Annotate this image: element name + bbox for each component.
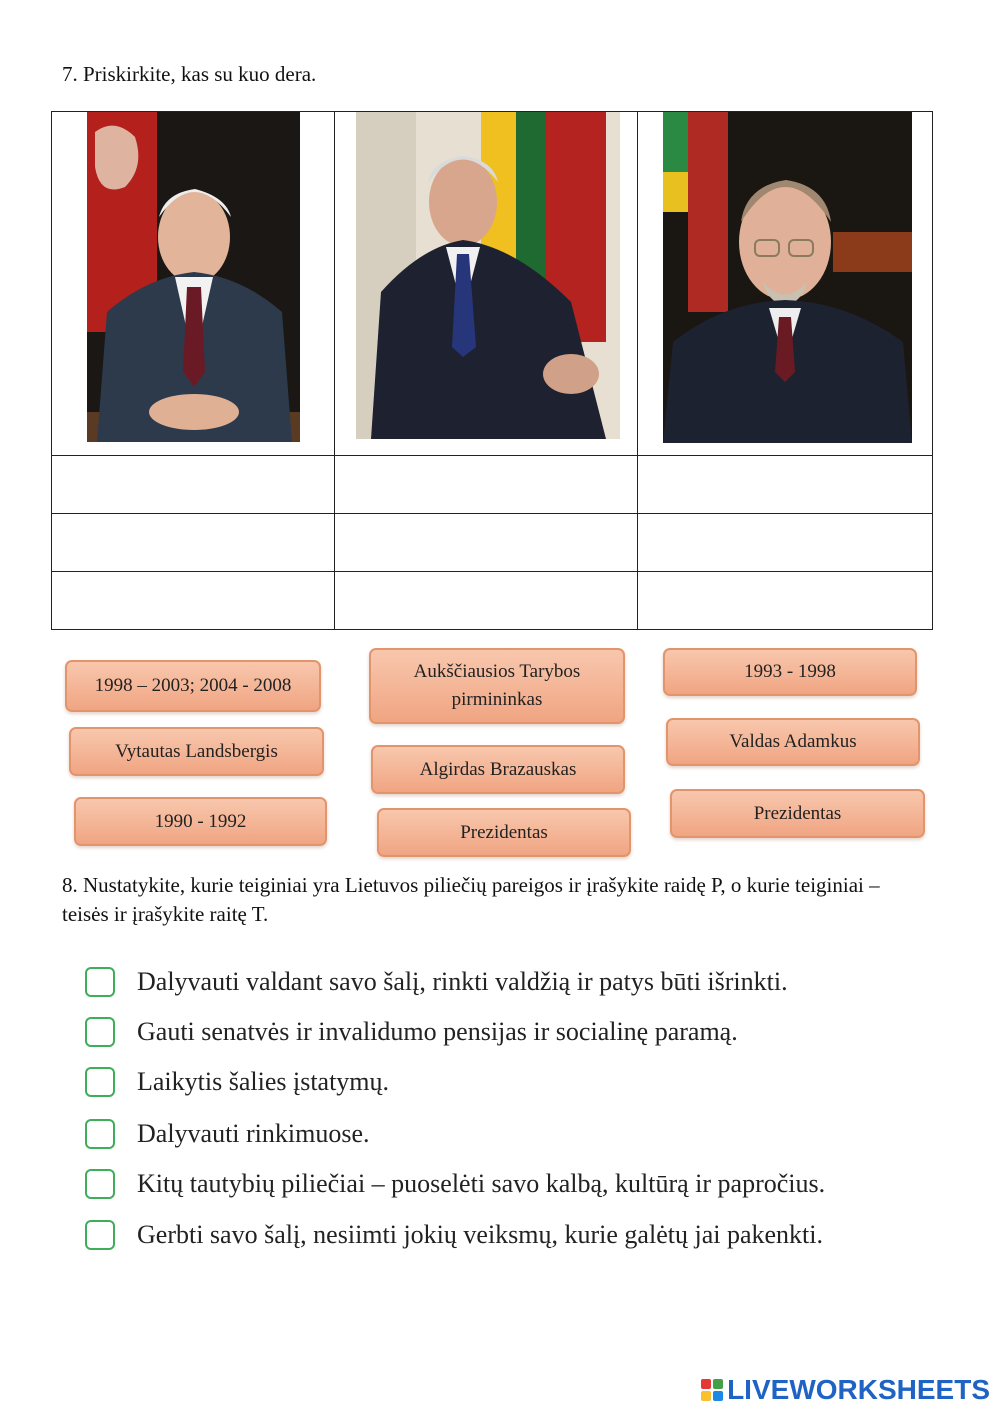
drag-tile[interactable]: Prezidentas bbox=[670, 789, 925, 838]
statement-row bbox=[85, 1117, 370, 1151]
portrait-photo-middle bbox=[356, 112, 620, 439]
statement-row bbox=[85, 1015, 738, 1049]
photo-cell-2 bbox=[335, 112, 638, 456]
drag-tile[interactable]: 1990 - 1992 bbox=[74, 797, 327, 846]
statement-text: Gerbti savo šalį, nesiimti jokių veiksmų, kurie galėtų jai pakenkti. bbox=[137, 1220, 823, 1249]
answer-checkbox[interactable] bbox=[85, 1169, 115, 1199]
photo-cell-3 bbox=[638, 112, 933, 456]
answer-slot[interactable] bbox=[52, 514, 335, 572]
drag-tile[interactable]: 1998 – 2003; 2004 - 2008 bbox=[65, 660, 321, 712]
logo-text: LIVEWORKSHEETS bbox=[727, 1374, 990, 1405]
logo-squares-icon bbox=[700, 1378, 724, 1402]
drag-tile[interactable]: 1993 - 1998 bbox=[663, 648, 917, 696]
statement-text: Dalyvauti rinkimuose. bbox=[137, 1119, 370, 1148]
statement-row bbox=[85, 1167, 825, 1201]
answer-slot[interactable] bbox=[52, 572, 335, 630]
drag-tile[interactable]: Vytautas Landsbergis bbox=[69, 727, 324, 776]
answer-checkbox[interactable] bbox=[85, 967, 115, 997]
statement-row bbox=[85, 965, 788, 999]
answer-checkbox[interactable] bbox=[85, 1017, 115, 1047]
answer-slot[interactable] bbox=[335, 572, 638, 630]
question-8-title: 8. Nustatykite, kurie teiginiai yra Lietuvos piliečių pareigos ir įrašykite raidę P, o kurie teiginiai – teisės ir įrašykite raitę T. bbox=[62, 873, 880, 926]
answer-slot[interactable] bbox=[335, 514, 638, 572]
answer-checkbox[interactable] bbox=[85, 1119, 115, 1149]
matching-table bbox=[51, 111, 933, 630]
statement-row bbox=[85, 1218, 823, 1252]
answer-slot[interactable] bbox=[335, 456, 638, 514]
answer-slot[interactable] bbox=[52, 456, 335, 514]
drag-tile[interactable]: Aukščiausios Tarybos pirmininkas bbox=[369, 648, 625, 724]
statement-text: Laikytis šalies įstatymų. bbox=[137, 1067, 390, 1096]
answer-slot[interactable] bbox=[638, 456, 933, 514]
drag-tile[interactable]: Prezidentas bbox=[377, 808, 631, 857]
answer-slot[interactable] bbox=[638, 572, 933, 630]
photo-cell-1 bbox=[52, 112, 335, 456]
answer-checkbox[interactable] bbox=[85, 1220, 115, 1250]
statement-row bbox=[85, 1065, 389, 1099]
portrait-photo-right bbox=[663, 112, 912, 443]
statement-text: Dalyvauti valdant savo šalį, rinkti valdžią ir patys būti išrinkti. bbox=[137, 967, 788, 996]
statement-text: Gauti senatvės ir invalidumo pensijas ir socialinę paramą. bbox=[137, 1017, 738, 1046]
statement-text: Kitų tautybių piliečiai – puoselėti savo kalbą, kultūrą ir papročius. bbox=[137, 1169, 826, 1198]
answer-slot[interactable] bbox=[638, 514, 933, 572]
drag-tile[interactable]: Valdas Adamkus bbox=[666, 718, 920, 766]
question-7-title: 7. Priskirkite, kas su kuo dera. bbox=[62, 62, 317, 86]
drag-tile[interactable]: Algirdas Brazauskas bbox=[371, 745, 625, 794]
answer-checkbox[interactable] bbox=[85, 1067, 115, 1097]
portrait-photo-left bbox=[87, 112, 300, 442]
liveworksheets-logo[interactable] bbox=[700, 1374, 990, 1406]
